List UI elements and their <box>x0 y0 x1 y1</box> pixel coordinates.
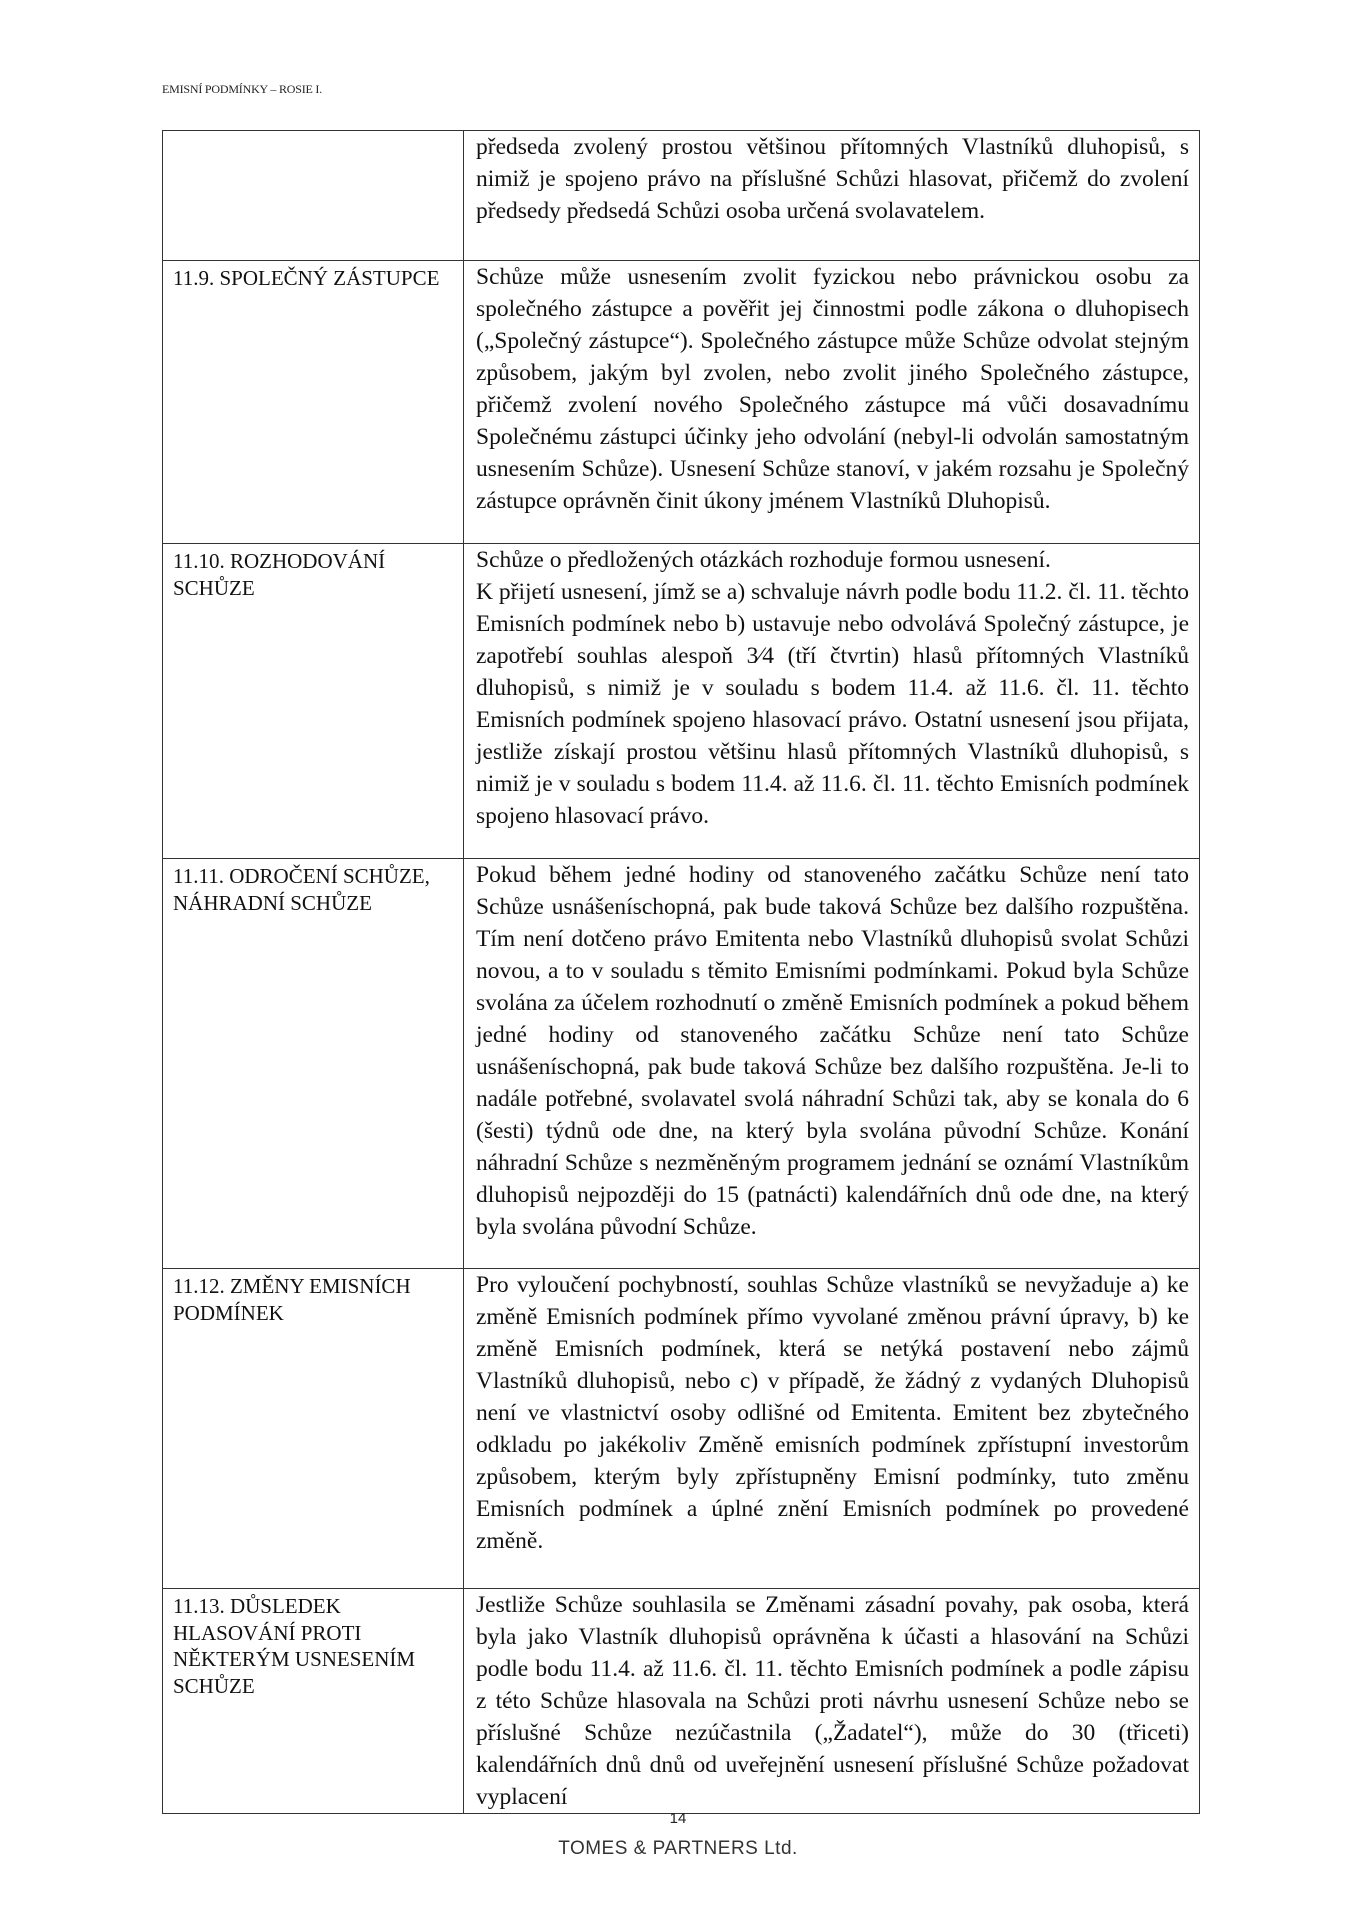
section-label: 11.12. ZMĚNY EMISNÍCH PODMÍNEK <box>163 1269 464 1589</box>
table-row <box>163 544 1200 859</box>
section-label: 11.11. ODROČENÍ SCHŮZE, NÁHRADNÍ SCHŮZE <box>163 859 464 1269</box>
running-header: EMISNÍ PODMÍNKY – ROSIE I. <box>162 82 323 96</box>
table-row <box>163 261 1200 544</box>
table-row <box>163 859 1200 1269</box>
company-footer: TOMES & PARTNERS Ltd. <box>558 1838 798 1859</box>
section-body <box>464 544 1200 859</box>
section-label: 11.10. ROZHODOVÁNÍ SCHŮZE <box>163 544 464 859</box>
section-body <box>464 261 1200 544</box>
paragraph: Schůze o předložených otázkách rozhoduje formou usnesení. <box>476 547 1051 573</box>
section-body <box>464 131 1200 261</box>
section-label <box>163 131 464 261</box>
table-row <box>163 131 1200 261</box>
section-body <box>464 1589 1200 1814</box>
paragraph: K přijetí usnesení, jímž se a) schvaluje návrh podle bodu 11.2. čl. 11. těchto Emisních podmínek nebo b) ustavuje nebo odvolává Společný zástupce, je zapotřebí souhlas alespoň 3⁄4 (tří čtvrtin) hlasů přítomných Vlastníků dluhopisů, s nimiž je v souladu s bodem 11.4. až 11.6. čl. 11. těchto Emisních podmínek spojeno hlasovací právo. Ostatní usnesení jsou přijata, jestliže získají prostou většinu hlasů přítomných Vlastníků dluhopisů, s nimiž je v souladu s bodem 11.4. až 11.6. čl. 11. těchto Emisních podmínek spojeno hlasovací právo. <box>476 579 1189 829</box>
paragraph: Pro vyloučení pochybností, souhlas Schůze vlastníků se nevyžaduje a) ke změně Emisních podmínek přímo vyvolané změnou právní úpravy, b) ke změně Emisních podmínek, která se netýká postavení nebo zájmů Vlastníků dluhopisů, nebo c) v případě, že žádný z vydaných Dluhopisů není ve vlastnictví osoby odlišné od Emitenta. Emitent bez zbytečného odkladu po jakékoliv Změně emisních podmínek zpřístupní investorům způsobem, kterým byly zpřístupněny Emisní podmínky, tuto změnu Emisních podmínek a úplné znění Emisních podmínek po provedené změně. <box>476 1272 1189 1554</box>
page-number: 14 <box>669 1810 687 1827</box>
table-row <box>163 1589 1200 1814</box>
terms-table <box>162 130 1200 1814</box>
section-label: 11.9. SPOLEČNÝ ZÁSTUPCE <box>163 261 464 544</box>
paragraph: Pokud během jedné hodiny od stanoveného začátku Schůze není tato Schůze usnášeníschopná, pak bude taková Schůze bez dalšího rozpuštěna. Tím není dotčeno právo Emitenta nebo Vlastníků dluhopisů svolat Schůzi novou, a to v souladu s těmito Emisními podmínkami. Pokud byla Schůze svolána za účelem rozhodnutí o změně Emisních podmínek a pokud během jedné hodiny od stanoveného začátku Schůze není tato Schůze usnášeníschopná, pak bude taková Schůze bez dalšího rozpuštěna. Je-li to nadále potřebné, svolavatel svolá náhradní Schůzi tak, aby se konala do 6 (šesti) týdnů ode dne, na který byla svolána původní Schůze. Konání náhradní Schůze s nezměněným programem jednání se oznámí Vlastníkům dluhopisů nejpozději do 15 (patnácti) kalendářních dnů ode dne, na který byla svolána původní Schůze. <box>476 862 1189 1240</box>
section-label: 11.13. DŮSLEDEK HLASOVÁNÍ PROTI NĚKTERÝM USNESENÍM SCHŮZE <box>163 1589 464 1814</box>
paragraph: Schůze může usnesením zvolit fyzickou nebo právnickou osobu za společného zástupce a pověřit jej činnostmi podle zákona o dluhopisech („Společný zástupce“). Společného zástupce může Schůze odvolat stejným způsobem, jakým byl zvolen, nebo zvolit jiného Společného zástupce, přičemž zvolení nového Společného zástupce má vůči dosavadnímu Společnému zástupci účinky jeho odvolání (nebyl-li odvolán samostatným usnesením Schůze). Usnesení Schůze stanoví, v jakém rozsahu je Společný zástupce oprávněn činit úkony jménem Vlastníků Dluhopisů. <box>476 264 1189 514</box>
section-body <box>464 1269 1200 1589</box>
table-row <box>163 1269 1200 1589</box>
paragraph: předseda zvolený prostou většinou přítomných Vlastníků dluhopisů, s nimiž je spojeno právo na příslušné Schůzi hlasovat, přičemž do zvolení předsedy předsedá Schůzi osoba určená svolavatelem. <box>476 134 1189 224</box>
section-body <box>464 859 1200 1269</box>
paragraph: Jestliže Schůze souhlasila se Změnami zásadní povahy, pak osoba, která byla jako Vlastník dluhopisů oprávněna k účasti a hlasování na Schůzi podle bodu 11.4. až 11.6. čl. 11. těchto Emisních podmínek a podle zápisu z této Schůze hlasovala na Schůzi proti návrhu usnesení Schůze nebo se příslušné Schůze nezúčastnila („Žadatel“), může do 30 (třiceti) kalendářních dnů dnů od uveřejnění usnesení příslušné Schůze požadovat vyplacení <box>476 1592 1189 1810</box>
